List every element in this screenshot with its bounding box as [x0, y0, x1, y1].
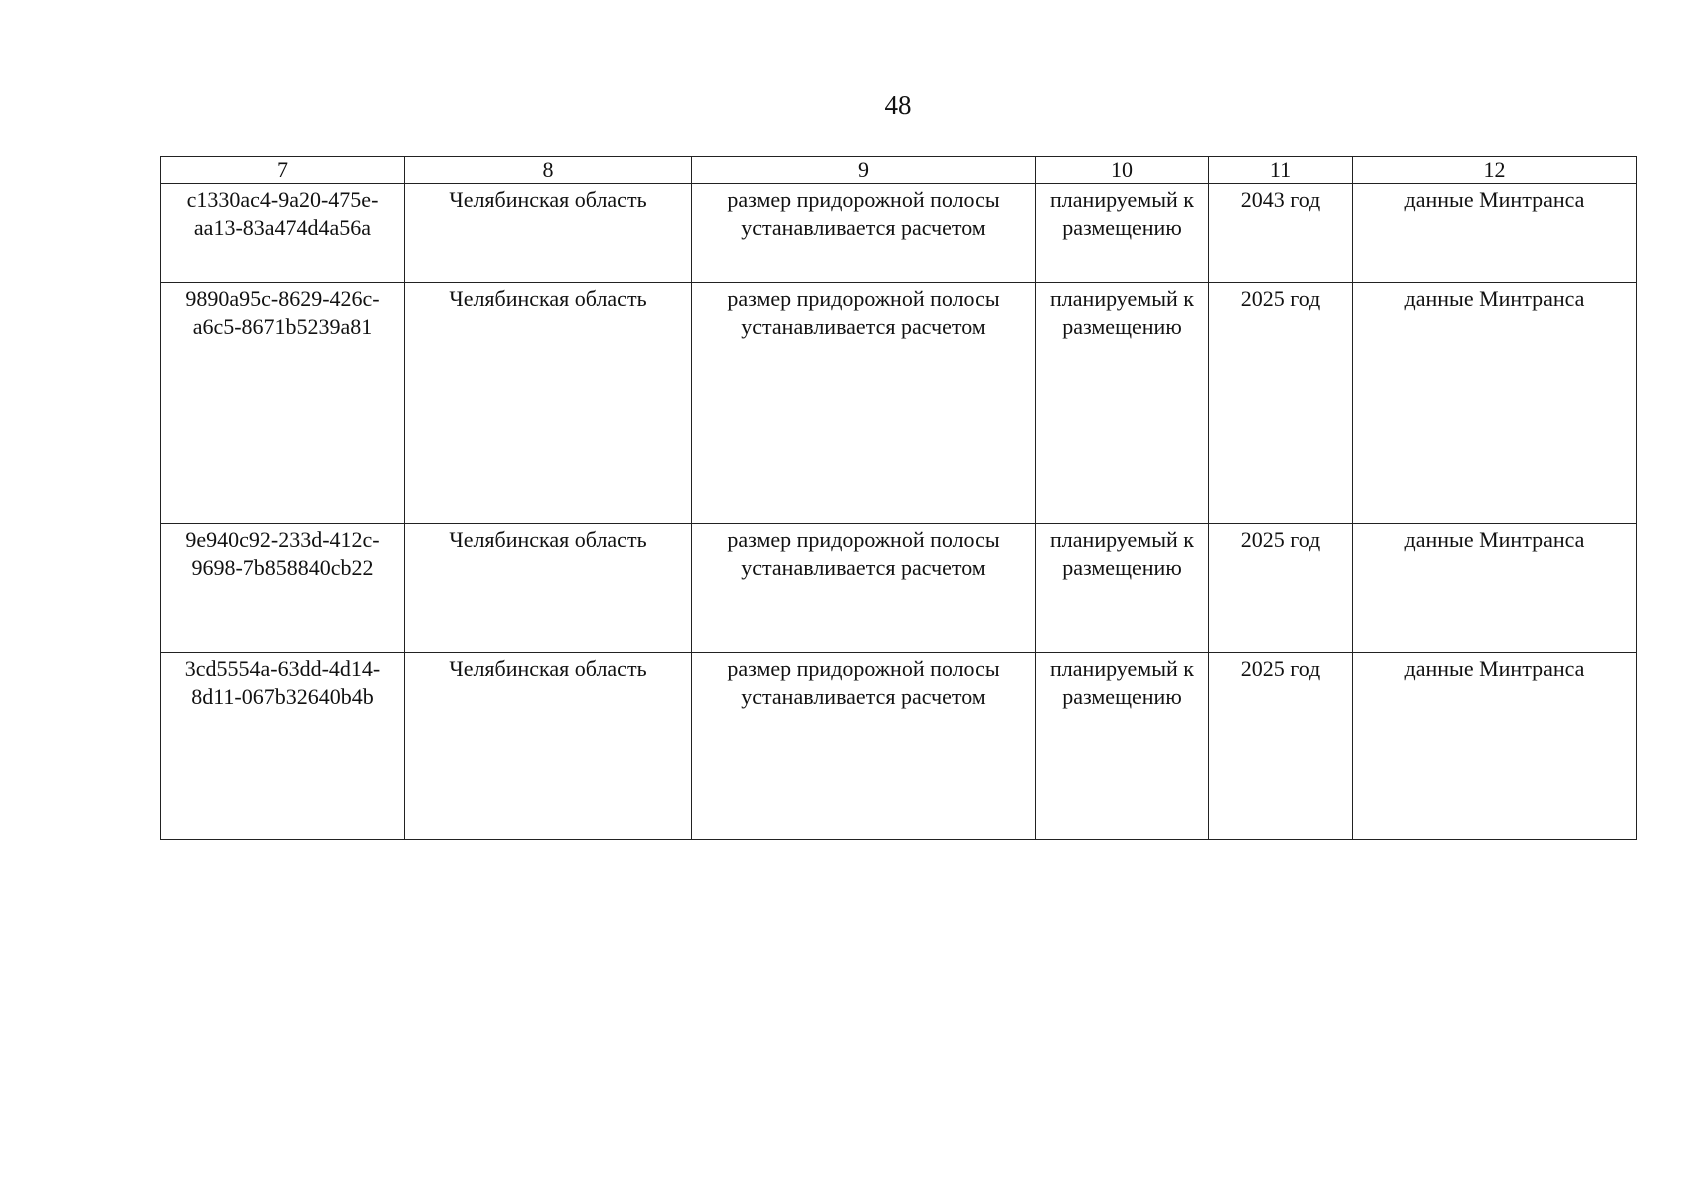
- status-line: планируемый к: [1050, 187, 1194, 212]
- id-line: 9890a95c-8629-426c-: [185, 286, 380, 311]
- status-cell: [1036, 283, 1209, 524]
- region-cell: Челябинская область: [405, 524, 692, 653]
- status-line: планируемый к: [1050, 527, 1194, 552]
- id-line: 8d11-067b32640b4b: [191, 684, 374, 709]
- year-cell: 2025 год: [1209, 283, 1353, 524]
- note-line: устанавливается расчетом: [741, 314, 986, 339]
- header-row: [161, 157, 1637, 184]
- year-cell: 2025 год: [1209, 524, 1353, 653]
- source-cell: данные Минтранса: [1353, 653, 1637, 840]
- note-cell: [692, 283, 1036, 524]
- region-cell: Челябинская область: [405, 653, 692, 840]
- id-line: 3cd5554a-63dd-4d14-: [184, 656, 381, 681]
- source-cell: данные Минтранса: [1353, 524, 1637, 653]
- column-header-7: 7: [161, 157, 405, 184]
- status-line: размещению: [1062, 215, 1182, 240]
- status-line: размещению: [1062, 555, 1182, 580]
- column-header-9: 9: [692, 157, 1036, 184]
- id-line: 9698-7b858840cb22: [191, 555, 374, 580]
- note-cell: [692, 184, 1036, 283]
- table-row: [161, 283, 1637, 524]
- id-line: a6c5-8671b5239a81: [192, 314, 373, 339]
- id-line: aa13-83a474d4a56a: [193, 215, 372, 240]
- table-row: [161, 184, 1637, 283]
- status-cell: [1036, 524, 1209, 653]
- note-cell: [692, 524, 1036, 653]
- source-cell: данные Минтранса: [1353, 184, 1637, 283]
- page-number: 48: [884, 90, 912, 120]
- table-row: [161, 653, 1637, 840]
- status-cell: [1036, 653, 1209, 840]
- note-line: устанавливается расчетом: [741, 215, 986, 240]
- id-cell: [161, 524, 405, 653]
- note-line: размер придорожной полосы: [727, 286, 1000, 311]
- year-cell: 2025 год: [1209, 653, 1353, 840]
- status-line: планируемый к: [1050, 656, 1194, 681]
- year-cell: 2043 год: [1209, 184, 1353, 283]
- id-cell: [161, 184, 405, 283]
- note-cell: [692, 653, 1036, 840]
- status-line: размещению: [1062, 684, 1182, 709]
- column-header-8: 8: [405, 157, 692, 184]
- note-line: устанавливается расчетом: [741, 684, 986, 709]
- note-line: размер придорожной полосы: [727, 656, 1000, 681]
- status-line: планируемый к: [1050, 286, 1194, 311]
- table-row: [161, 524, 1637, 653]
- id-line: 9e940c92-233d-412c-: [185, 527, 380, 552]
- id-line: c1330ac4-9a20-475e-: [186, 187, 379, 212]
- status-cell: [1036, 184, 1209, 283]
- column-header-10: 10: [1036, 157, 1209, 184]
- data-table: [160, 156, 1637, 840]
- status-line: размещению: [1062, 314, 1182, 339]
- column-header-12: 12: [1353, 157, 1637, 184]
- region-cell: Челябинская область: [405, 283, 692, 524]
- source-cell: данные Минтранса: [1353, 283, 1637, 524]
- note-line: размер придорожной полосы: [727, 187, 1000, 212]
- id-cell: [161, 653, 405, 840]
- region-cell: Челябинская область: [405, 184, 692, 283]
- column-header-11: 11: [1209, 157, 1353, 184]
- note-line: устанавливается расчетом: [741, 555, 986, 580]
- id-cell: [161, 283, 405, 524]
- note-line: размер придорожной полосы: [727, 527, 1000, 552]
